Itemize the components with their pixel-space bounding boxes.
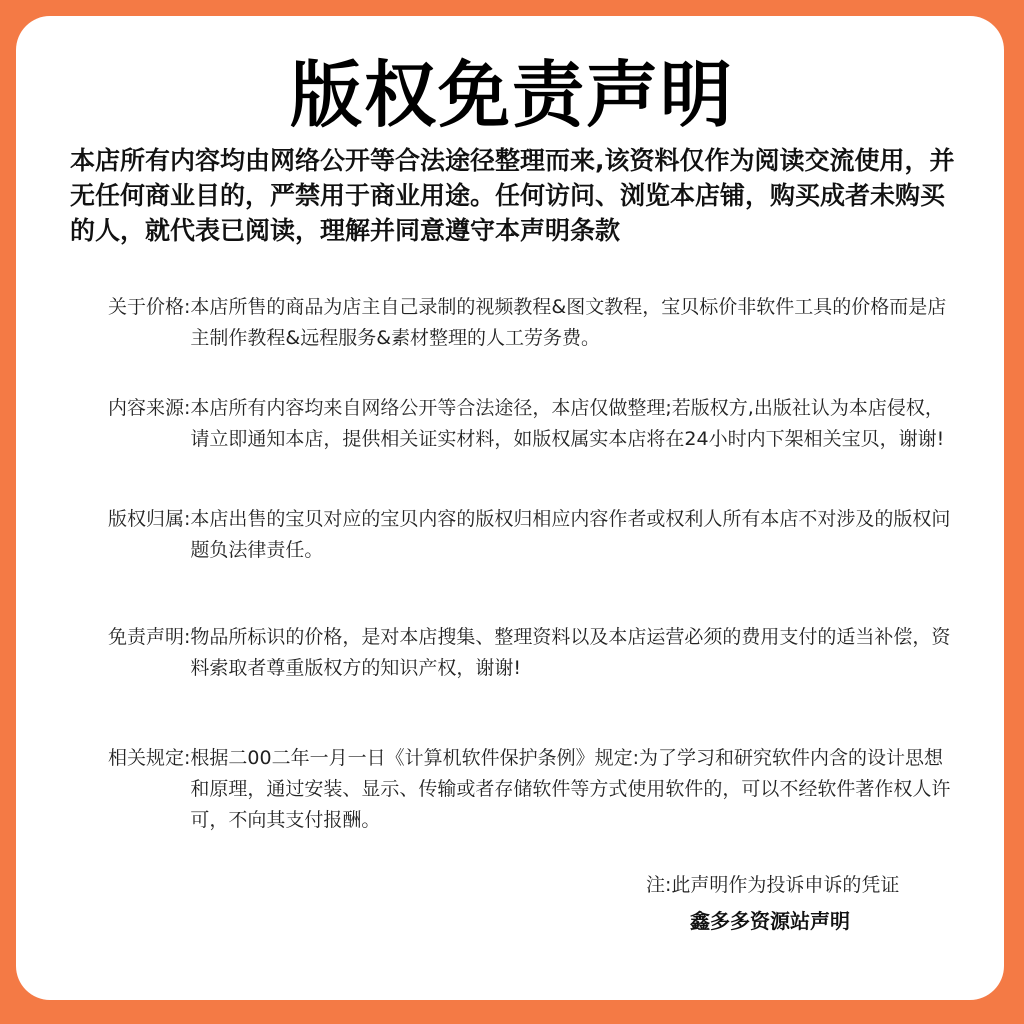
page-title: 版权免责声明 — [289, 53, 734, 137]
section-disclaimer — [108, 622, 958, 684]
section-body: 根据二00二年一月一日《计算机软件保护条例》规定:为了学习和研究软件内含的设计思想和原理，通过安装、显示、传输或者存储软件等方式使用软件的，可以不经软件著作权人许可，不向其支付报酬。 — [190, 747, 951, 831]
section-label: 相关规定: — [108, 747, 191, 769]
footer-note: 注:此声明作为投诉申诉的凭证 — [646, 874, 900, 896]
section-body: 本店所有内容均来自网络公开等合法途径，本店仅做整理;若版权方,出版社认为本店侵权，请立即通知本店，提供相关证实材料，如版权属实本店将在24小时内下架相关宝贝，谢谢! — [190, 397, 945, 450]
section-source — [108, 393, 958, 455]
section-price — [108, 292, 958, 354]
section-label: 免责声明: — [108, 626, 191, 648]
section-regulations — [108, 743, 958, 836]
section-label: 版权归属: — [108, 508, 191, 530]
intro-paragraph: 本店所有内容均由网络公开等合法途径整理而来,该资料仅作为阅读交流使用，并无任何商业目的，严禁用于商业用途。任何访问、浏览本店铺，购买成者未购买的人，就代表已阅读，理解并同意遵守本声明条款 — [70, 146, 955, 245]
section-body: 本店所售的商品为店主自己录制的视频教程&图文教程，宝贝标价非软件工具的价格而是店主制作教程&远程服务&素材整理的人工劳务费。 — [190, 296, 947, 349]
section-body: 本店出售的宝贝对应的宝贝内容的版权归相应内容作者或权利人所有本店不对涉及的版权问题负法律责任。 — [190, 508, 951, 561]
section-label: 关于价格: — [108, 296, 191, 318]
section-copyright — [108, 504, 958, 566]
section-body: 物品所标识的价格，是对本店搜集、整理资料以及本店运营必须的费用支付的适当补偿，资料索取者尊重版权方的知识产权，谢谢! — [190, 626, 951, 679]
section-label: 内容来源: — [108, 397, 191, 419]
signature: 鑫多多资源站声明 — [690, 909, 850, 933]
